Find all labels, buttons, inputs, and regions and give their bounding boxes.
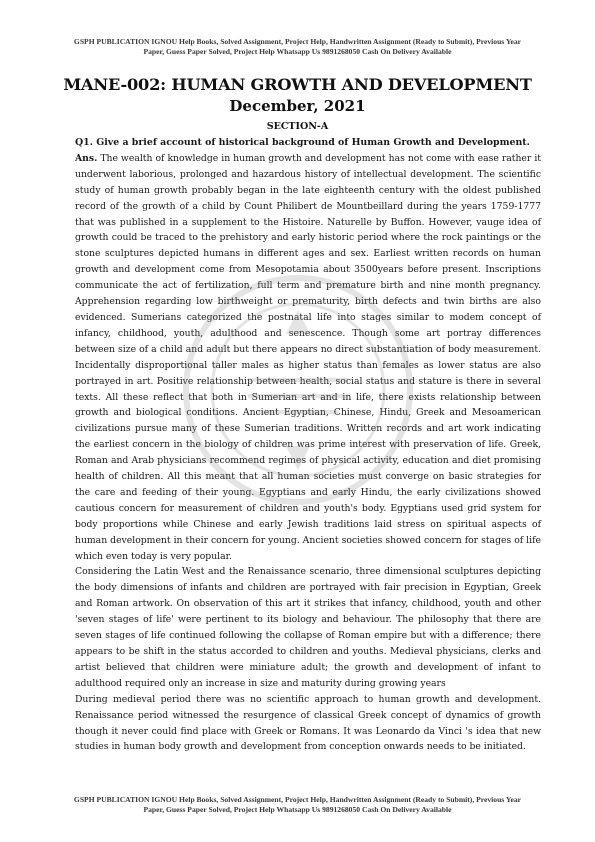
footer-banner: GSPH PUBLICATION IGNOU Help Books, Solved Assignment, Project Help, Handwritten Assignment (Ready to Submit), Previous Year Paper, Guess Paper Solved, Project Help Whatsapp Us 9891268050 Cash On Delivery Available xyxy=(73,795,522,815)
section-heading: SECTION-A xyxy=(266,121,329,132)
answer-paragraph-3: During medieval period there was no scientific approach to human growth and development. Renaissance period witnessed the resurgence of classical Greek concept of dynamics of growth though it never could find place with Greek or Romans. It was Leonardo da Vinci 's idea that new studies in human body growth and development from conception onwards needs to be initiated. xyxy=(75,693,541,753)
exam-date: December, 2021 xyxy=(229,97,366,115)
document-body xyxy=(75,135,541,755)
answer-paragraph-1 xyxy=(75,151,541,565)
question-text: Q1. Give a brief account of historical background of Human Growth and Development. xyxy=(75,137,530,148)
answer-paragraph-2: Considering the Latin West and the Renaissance scenario, three dimensional sculptures depicting the body dimensions of infants and children are portrayed with fair precision in Egyptian, Greek and Roman artwork. On observation of this art it strikes that infancy, childhood, youth and other 'seven stages of life' were pertinent to its biology and behaviour. The philosophy that there are seven stages of life continued following the collapse of Roman empire but with a difference; there appears to be shift in the status accorded to children and youths. Medieval physicians, clerks and artist believed that children were miniature adult; the growth and development of infant to adulthood required only an increase in size and maturity during growing years xyxy=(75,566,541,689)
document-title: MANE-002: HUMAN GROWTH AND DEVELOPMENT xyxy=(63,75,532,94)
answer-label: Ans. xyxy=(75,152,98,164)
header-banner: GSPH PUBLICATION IGNOU Help Books, Solved Assignment, Project Help, Handwritten Assignment (Ready to Submit), Previous Year Paper, Guess Paper Solved, Project Help Whatsapp Us 9891268050 Cash On Delivery Available xyxy=(73,37,522,57)
answer-text-1: The wealth of knowledge in human growth and development has not come with ease rather it underwent laborious, prolonged and hazardous history of intellectual development. The scientific study of human growth probably began in the late eighteenth century with the oldest published record of the growth of a child by Count Philibert de Mountbeillard during the years 1759-1777 that was published in a supplement to the Histoire. Naturelle by Buffon. However, vauge idea of growth could be traced to the prehistory and early historic period where the rock paintings or the stone sculptures depicted humans in different ages and sex. Earliest written records on human growth and development come from Mesopotamia about 3500years before present. Inscriptions communicate the act of fertilization, full term and premature birth and nine month pregnancy. Apprehension regarding low birthweight or prematurity, birth defects and twin births are also evidenced. Sumerians categorized the postnatal life into stages similar to modem concept of infancy, childhood, youth, adulthood and senescence. Though some art portray differences between size of a child and adult but there appears no direct substantiation of body measurement. Incidentally disproportional taller males as higher status than females as lower status are also portrayed in art. Positive relationship between health, social status and stature is there in several texts. All these reflect that both in Sumerian art and in life, there exists relationship between growth and biological conditions. Ancient Egyptian, Chinese, Hindu, Greek and Mesoamerican civilizations pursue many of these Sumerian traditions. Written records and art work indicating the earliest concern in the biology of children was prime interest with preservation of life. Greek, Roman and Arab physicians recommend regimes of physical activity, education and diet promising health of children. All this meant that all human societies must converge on basic strategies for the care and feeding of their young. Egyptians and early Hindu, the early civilizations showed cautious concern for measurement of children and youth's body. Egyptians used grid system for body proportions while Chinese and early Jewish traditions laid stress on spiritual aspects of human development in their concern for young. Ancient societies showed concern for stages of life which even today is very popular. xyxy=(75,152,541,562)
